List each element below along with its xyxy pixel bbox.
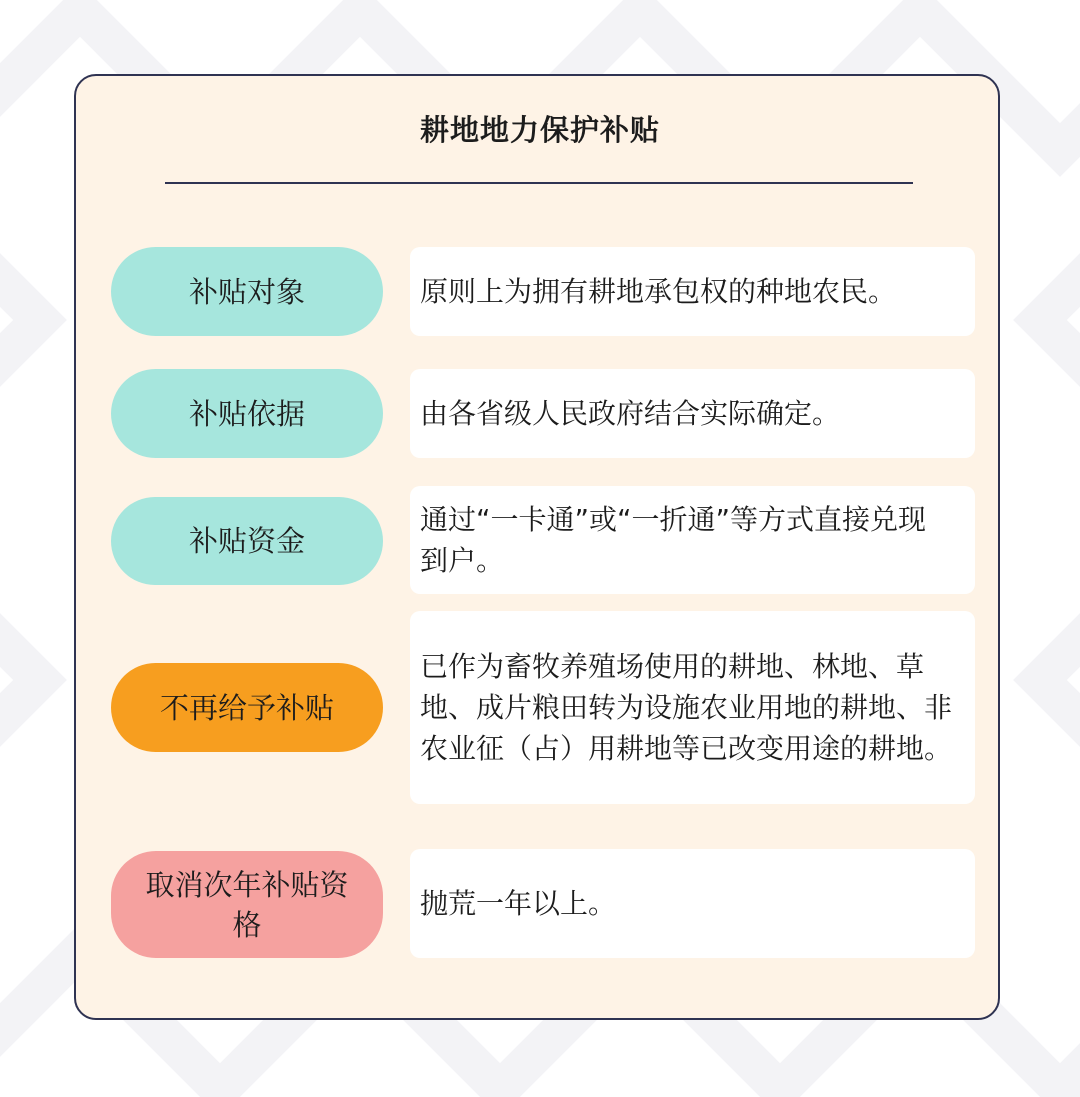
label-subsidy-target: 补贴对象 [111,247,383,336]
desc-text: 由各省级人民政府结合实际确定。 [420,397,841,430]
label-no-subsidy: 不再给予补贴 [111,663,383,752]
desc-text: 通过“一卡通”或“一折通”等方式直接兑现到户。 [420,503,927,577]
desc-subsidy-target [410,247,975,336]
label-cancel-next-year: 取消次年补贴资格 [111,851,383,958]
desc-text: 抛荒一年以上。 [420,887,617,920]
desc-subsidy-funds [410,486,975,594]
label-subsidy-funds: 补贴资金 [111,497,383,585]
title-divider [165,182,913,184]
card-title: 耕地地力保护补贴 [419,113,660,147]
desc-text: 原则上为拥有耕地承包权的种地农民。 [420,275,897,308]
label-subsidy-basis: 补贴依据 [111,369,383,458]
desc-cancel-next-year [410,849,975,958]
desc-text: 已作为畜牧养殖场使用的耕地、林地、草地、成片粮田转为设施农业用地的耕地、非农业征（占）用耕地等已改变用途的耕地。 [420,650,953,765]
desc-subsidy-basis [410,369,975,458]
desc-no-subsidy [410,611,975,804]
